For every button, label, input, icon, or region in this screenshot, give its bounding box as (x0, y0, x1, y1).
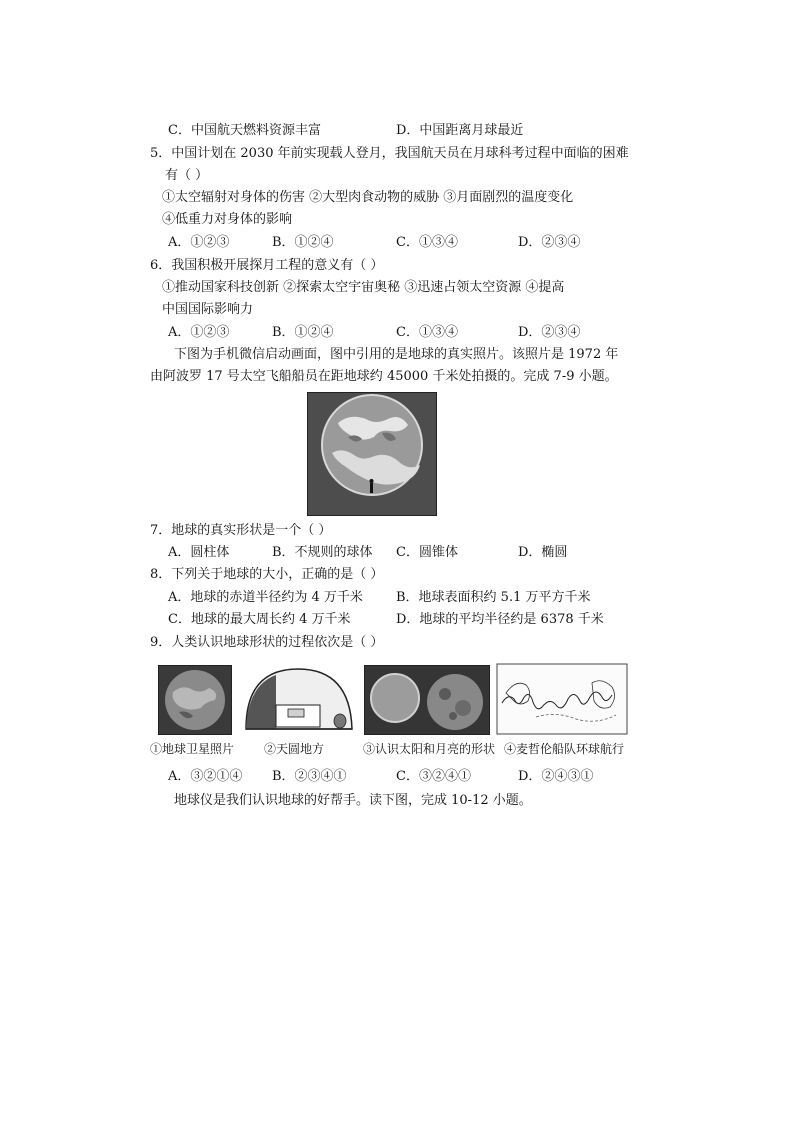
q7-option-c: C．圆锥体 (396, 545, 458, 560)
q6-option-b: B．①②④ (272, 325, 334, 340)
world-route-map-icon (496, 663, 628, 735)
q8-option-c: C．地球的最大周长约 4 万千米 (168, 612, 351, 627)
q9-option-d: D．②④③① (518, 769, 594, 784)
q5-items-line-1: ①太空辐射对身体的伤害 ②大型肉食动物的威胁 ③月面剧烈的温度变化 (162, 190, 574, 205)
intro-10-12: 地球仪是我们认识地球的好帮手。读下图，完成 10-12 小题。 (174, 793, 532, 808)
q5-option-d: D．②③④ (518, 235, 581, 250)
q6-option-c: C．①③④ (396, 325, 458, 340)
intro-7-9-line-2: 由阿波罗 17 号太空飞船船员在距地球约 45000 千米处拍摄的。完成 7-9 小题。 (150, 369, 618, 384)
sun-moon-icon (365, 666, 489, 734)
intro-7-9-line-1: 下图为手机微信启动画面，图中引用的是地球的真实照片。该照片是 1972 年 (174, 347, 619, 362)
q7-option-b: B．不规则的球体 (272, 545, 373, 560)
satellite-earth-icon (159, 666, 231, 734)
q6-items-line-1: ①推动国家科技创新 ②探索太空宇宙奥秘 ③迅速占领太空资源 ④提高 (162, 280, 565, 295)
sun-and-moon-image (364, 665, 490, 735)
q8-option-a: A．地球的赤道半径约为 4 万千米 (168, 590, 363, 605)
q6-stem: 6．我国积极开展探月工程的意义有（ ） (150, 258, 384, 273)
sky-round-earth-square-image (240, 665, 355, 733)
q9-stem: 9．人类认识地球形状的过程依次是（ ） (150, 635, 384, 650)
q9-option-c: C．③②④① (396, 769, 471, 784)
q9-caption-1: ①地球卫星照片 (150, 742, 235, 756)
earth-globe-icon (308, 393, 436, 515)
satellite-earth-image (158, 665, 232, 735)
q9-caption-3: ③认识太阳和月亮的形状 (363, 742, 496, 756)
q8-option-b: B．地球表面积约 5.1 万平方千米 (396, 590, 591, 605)
q5-stem-line-1: 5．中国计划在 2030 年前实现载人登月，我国航天员在月球科考过程中面临的困难 (150, 146, 629, 161)
q9-option-a: A．③②①④ (168, 769, 243, 784)
q6-option-d: D．②③④ (518, 325, 581, 340)
q8-stem: 8．下列关于地球的大小，正确的是（ ） (150, 567, 384, 582)
q5-option-b: B．①②④ (272, 235, 334, 250)
wechat-earth-photo (307, 392, 437, 516)
q6-option-a: A．①②③ (168, 325, 230, 340)
q7-option-d: D．椭圆 (518, 545, 568, 560)
magellan-voyage-map-image (496, 663, 628, 735)
q5-option-a: A．①②③ (168, 235, 230, 250)
q4-option-d: D．中国距离月球最近 (396, 123, 524, 138)
q7-stem: 7．地球的真实形状是一个（ ） (150, 523, 332, 538)
q9-caption-4: ④麦哲伦船队环球航行 (504, 742, 625, 756)
q4-option-c: C．中国航天燃料资源丰富 (168, 123, 321, 138)
dome-icon (240, 665, 355, 733)
q8-option-d: D．地球的平均半径约是 6378 千米 (396, 612, 604, 627)
q7-option-a: A．圆柱体 (168, 545, 230, 560)
q5-items-line-2: ④低重力对身体的影响 (162, 212, 293, 227)
q9-option-b: B．②③④① (272, 769, 347, 784)
q6-items-line-2: 中国国际影响力 (162, 302, 254, 317)
q9-caption-2: ②天圆地方 (264, 742, 325, 756)
q5-option-c: C．①③④ (396, 235, 458, 250)
q5-stem-line-2: 有（ ） (165, 168, 209, 183)
